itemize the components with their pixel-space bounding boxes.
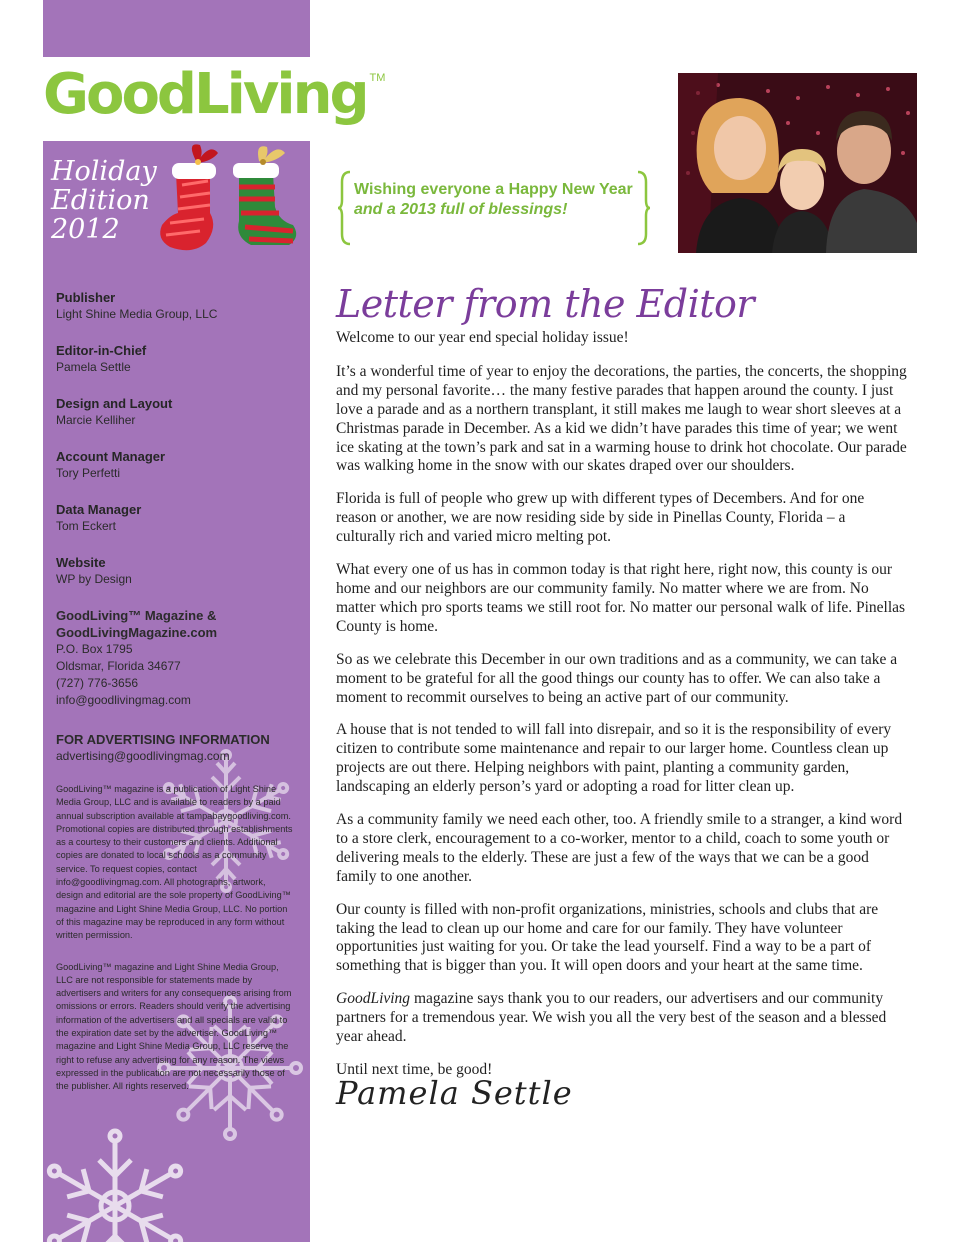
letter-greeting: Welcome to our year end special holiday issue!: [336, 329, 629, 346]
greeting-text: [354, 180, 644, 220]
staff-editor: [56, 342, 301, 376]
right-brace-icon: [636, 170, 650, 246]
left-brace-icon: [338, 170, 352, 246]
staff-design: [56, 395, 301, 429]
advertising-email: advertising@goodlivingmag.com: [56, 749, 230, 763]
staff-data-manager: [56, 501, 301, 535]
logo-text: GoodLiving: [43, 62, 367, 127]
advertising-title: FOR ADVERTISING INFORMATION: [56, 732, 270, 747]
contact-title: GoodLivingMagazine.com: [56, 625, 218, 640]
magazine-name: GoodLiving: [336, 990, 411, 1008]
staff-listing: [56, 289, 301, 1094]
letter-title: Letter from the Editor: [336, 282, 755, 326]
staff-name: Tory Perfetti: [56, 466, 121, 480]
edition-line-holiday: Holiday: [51, 156, 157, 187]
staff-role: Design and Layout: [56, 396, 173, 411]
staff-name: Light Shine Media Group, LLC: [56, 307, 218, 321]
staff-role: Editor-in-Chief: [56, 343, 147, 358]
letter-paragraph: So as we celebrate this December in our own traditions and as a community, we can take a moment to be grateful for all the good things our county has to offer. We can also take a moment to recommit ourselves to being an active part of our community.: [336, 650, 898, 706]
letter-signoff: Until next time, be good!: [336, 1061, 493, 1078]
contact-phone: (727) 776-3656: [56, 676, 139, 690]
logo-trademark: TM: [369, 72, 386, 84]
staff-name: Tom Eckert: [56, 519, 117, 533]
fine-print-publication: GoodLiving™ magazine is a publication of Light Shine Media Group, LLC and is available to readers by a paid annual subscription available at tampabaygoodliving.com. Promotional copies are distributed through establishments as a courtesy to their customers and clients. Additional copies are donated to local schools as a community service. To request copies, contact info@goodlivingmag.com. All photographs, artwork, design and editorial are the sole property of GoodLiving™ magazine and Light Shine Media Group, LLC. No portion of this magazine may be reproduced in any form without written permission.: [56, 784, 293, 941]
staff-name: WP by Design: [56, 572, 132, 586]
staff-role: Account Manager: [56, 449, 166, 464]
contact-email: info@goodlivingmag.com: [56, 693, 191, 707]
snowflake-icon: [43, 1126, 195, 1242]
closing-text: magazine says thank you to our readers, our advertisers and our community partners for a tremendous year. We wish you all the very best of the season and a blessed year ahead.: [336, 990, 887, 1046]
letter-paragraph: What every one of us has in common today is that right here, right now, this county is our home and our neighbors are our community family. No matter where we are from. No matter which pro sports teams we still root for. No matter our personal walk of life. Pinellas County is home.: [336, 561, 906, 635]
staff-publisher: [56, 289, 301, 323]
new-year-greeting: [338, 170, 650, 246]
letter-paragraph: As a community family we need each other, too. A friendly smile to a stranger, a kind word to a store clerk, encouragement to a co-worker, mentor to a child, coach to some youth or delivering meals to the elderly. These are just a few of the ways that we can be a good family to one another.: [336, 811, 903, 885]
contact-city: Oldsmar, Florida 34677: [56, 659, 181, 673]
letter-paragraph: A house that is not tended to will fall into disrepair, and so it is the responsibility of every citizen to contribute some maintenance and repair to our larger home. Countless clean up projects are out there. Helping neighbors with paint, planting a community garden, landscaping an elderly person’s yard or adopting a road for litter clean up.: [336, 721, 892, 796]
letter-paragraph: Our county is filled with non-profit organizations, ministries, schools and clubs that are taking the lead to clean up our home and care for our family. They have volunteer opportunities just waiting for you. Or take the lead yourself. Find a way to be a part of something that is bigger than you. It will open doors and your heart at the same time.: [336, 900, 879, 975]
staff-website: [56, 554, 301, 588]
editor-signature: Pamela Settle: [336, 1074, 573, 1112]
letter-paragraph: It’s a wonderful time of year to enjoy the decorations, the parties, the concerts, the shopping and my personal favorite… the many festive parades that happen around the county. I just love a parade and as a northern transplant, it still makes me laugh to wear short sleeves at a Christmas parade in December. As a kid we didn’t have parades this time of year; we went ice skating at the town’s park and sat in a warming house to drink hot chocolate. Our parade was walking home in the snow with our skates draped over our shoulders.: [336, 362, 907, 475]
contact-block: [56, 607, 301, 709]
top-color-band: [43, 0, 310, 57]
red-stocking-icon: [148, 141, 228, 255]
masthead-sidebar: [43, 141, 310, 1242]
staff-role: Website: [56, 555, 106, 570]
staff-role: Publisher: [56, 290, 116, 305]
staff-role: Data Manager: [56, 502, 142, 517]
edition-year: 2012: [51, 214, 120, 245]
edition-line-edition: Edition: [51, 185, 150, 216]
letter-paragraph: Florida is full of people who grew up with different types of Decembers. And for one reason or another, we are now residing side by side in Pinellas County, Florida – a culturally rich and varied micro melting pot.: [336, 490, 865, 546]
letter-closing-paragraph: [336, 990, 908, 1047]
letter-body: [336, 329, 908, 1094]
family-photo: [678, 73, 917, 253]
holiday-edition-title: [51, 157, 157, 244]
contact-title: GoodLiving™ Magazine &: [56, 608, 217, 623]
contact-po-box: P.O. Box 1795: [56, 642, 133, 656]
greeting-line-2: and a 2013 full of blessings!: [354, 201, 568, 218]
fine-print-disclaimer: GoodLiving™ magazine and Light Shine Media Group, LLC are not responsible for statements made by advertisers and writers for any consequences arising from omissions or errors. Readers should verify the advertising information of the advertisers and all specials are valid to the expiration date set by the advertiser. GoodLiving™ magazine and Light Shine Media Group, LLC reserve the right to refuse any advertising for any reason. The views expressed in the publication are not necessarily those of the publisher. All rights reserved.: [56, 961, 292, 1092]
staff-name: Marcie Kelliher: [56, 413, 136, 427]
striped-stocking-icon: [229, 141, 309, 249]
goodliving-logo: [43, 64, 385, 134]
staff-name: Pamela Settle: [56, 360, 131, 374]
staff-account-manager: [56, 448, 301, 482]
greeting-line-1: Wishing everyone a Happy New Year: [354, 181, 633, 198]
